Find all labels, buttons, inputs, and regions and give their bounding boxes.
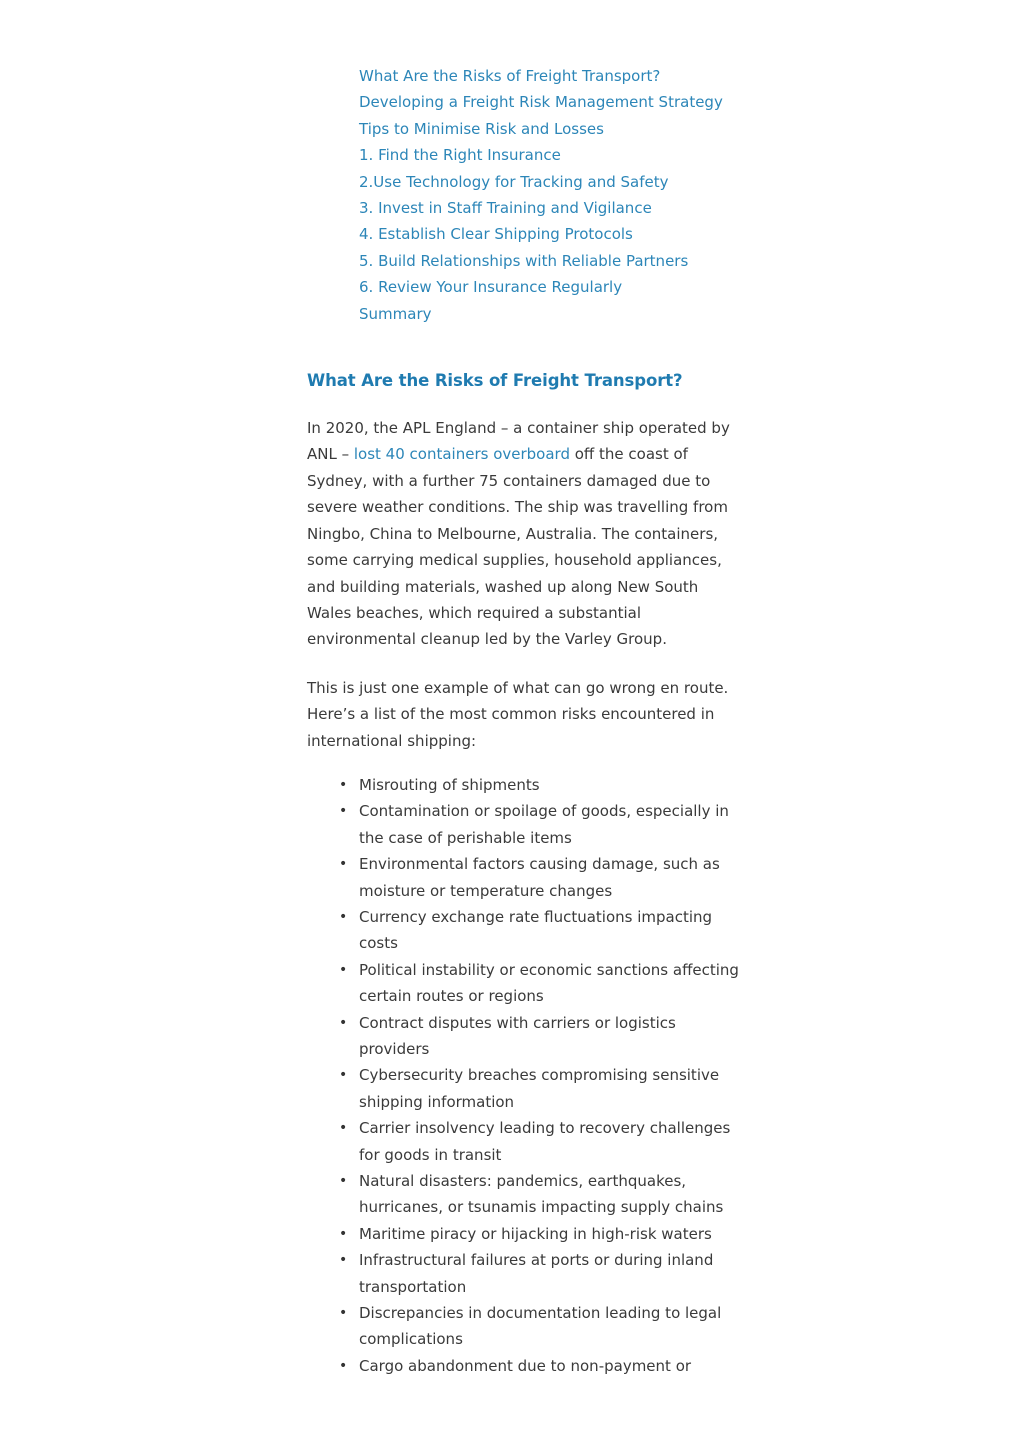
list-item-text: Cybersecurity breaches compromising sensitive shipping information bbox=[359, 1066, 720, 1111]
toc-link-summary[interactable]: Summary bbox=[359, 304, 432, 323]
list-item-text: Discrepancies in documentation leading to legal complications bbox=[359, 1304, 722, 1349]
toc-item bbox=[359, 248, 747, 274]
list-item-text: Environmental factors causing damage, such as moisture or temperature changes bbox=[359, 855, 720, 900]
bullet-icon: • bbox=[339, 1357, 348, 1374]
bullet-icon: • bbox=[339, 1067, 348, 1084]
list-item bbox=[339, 957, 747, 1010]
containers-overboard-link[interactable]: lost 40 containers overboard bbox=[353, 445, 570, 464]
list-item bbox=[339, 1247, 747, 1300]
risks-intro-paragraph: This is just one example of what can go wrong en route. Here’s a list of the most common risks encountered in international shipping: bbox=[307, 678, 729, 750]
bullet-icon: • bbox=[339, 1173, 348, 1190]
list-item-text: Infrastructural failures at ports or during inland transportation bbox=[359, 1251, 714, 1296]
toc-link-tips[interactable]: Tips to Minimise Risk and Losses bbox=[359, 119, 604, 138]
toc-link-protocols[interactable]: 4. Establish Clear Shipping Protocols bbox=[359, 225, 633, 244]
toc-link-insurance[interactable]: 1. Find the Right Insurance bbox=[359, 146, 561, 165]
toc-item bbox=[359, 142, 747, 168]
list-item-text: Misrouting of shipments bbox=[359, 775, 540, 794]
bullet-icon: • bbox=[339, 1252, 348, 1269]
toc-item bbox=[359, 195, 747, 221]
list-item-text: Contamination or spoilage of goods, especially in the case of perishable items bbox=[359, 802, 729, 847]
toc-item bbox=[359, 274, 747, 300]
list-item bbox=[339, 1353, 747, 1379]
bullet-icon: • bbox=[339, 803, 348, 820]
list-item-text: Carrier insolvency leading to recovery challenges for goods in transit bbox=[359, 1119, 731, 1164]
article-content bbox=[307, 63, 747, 1379]
toc-link-training[interactable]: 3. Invest in Staff Training and Vigilance bbox=[359, 199, 652, 218]
list-item-text: Natural disasters: pandemics, earthquakes, hurricanes, or tsunamis impacting supply chains bbox=[359, 1172, 724, 1217]
bullet-icon: • bbox=[339, 776, 348, 793]
toc-link-risks[interactable]: What Are the Risks of Freight Transport? bbox=[359, 67, 661, 85]
list-item-text: Political instability or economic sanctions affecting certain routes or regions bbox=[359, 960, 739, 1006]
bullet-icon: • bbox=[339, 856, 348, 873]
intro-text-end: off the coast of Sydney, with a further 75 containers damaged due to severe weather conditions. The ship was travelling from Ningbo, China to Melbourne, Australia. The containers, some carrying medical supplies, household appliances, and building materials, washed up along New South Wales beaches, which required a substantial environmental cleanup led by the Varley Group. bbox=[307, 445, 728, 649]
toc-item bbox=[359, 301, 747, 327]
list-item-text: Maritime piracy or hijacking in high-risk waters bbox=[359, 1224, 712, 1243]
list-item bbox=[339, 1168, 747, 1221]
toc-item bbox=[359, 89, 747, 115]
section-heading: What Are the Risks of Freight Transport? bbox=[307, 371, 683, 391]
list-item bbox=[339, 798, 747, 851]
table-of-contents bbox=[307, 63, 747, 327]
list-item bbox=[339, 1062, 747, 1115]
intro-paragraph bbox=[307, 415, 747, 653]
list-item-text: Cargo abandonment due to non-payment or bbox=[359, 1356, 692, 1375]
bullet-icon: • bbox=[339, 1305, 348, 1322]
toc-link-technology[interactable]: 2.Use Technology for Tracking and Safety bbox=[359, 172, 669, 191]
toc-link-review[interactable]: 6. Review Your Insurance Regularly bbox=[359, 278, 623, 297]
intro-text-start: In 2020, the APL England – a container ship operated by ANL – bbox=[307, 419, 730, 464]
bullet-icon: • bbox=[339, 1014, 348, 1031]
list-item bbox=[339, 1221, 747, 1247]
bullet-icon: • bbox=[339, 1225, 348, 1242]
toc-link-strategy[interactable]: Developing a Freight Risk Management Strategy bbox=[359, 93, 723, 112]
list-item bbox=[339, 904, 747, 957]
list-item bbox=[339, 1300, 747, 1353]
bullet-icon: • bbox=[339, 961, 348, 978]
toc-item bbox=[359, 169, 747, 195]
list-item bbox=[339, 772, 747, 798]
bullet-icon: • bbox=[339, 1120, 348, 1137]
bullet-icon: • bbox=[339, 908, 348, 925]
list-item bbox=[339, 851, 747, 904]
list-item bbox=[339, 1115, 747, 1168]
list-item-text: Contract disputes with carriers or logistics providers bbox=[359, 1013, 676, 1058]
risks-list bbox=[307, 772, 747, 1379]
toc-item bbox=[359, 116, 747, 142]
toc-link-partners[interactable]: 5. Build Relationships with Reliable Partners bbox=[359, 251, 689, 270]
toc-item bbox=[359, 221, 747, 247]
toc-item bbox=[359, 63, 747, 89]
list-item-text: Currency exchange rate fluctuations impacting costs bbox=[359, 907, 713, 953]
list-item bbox=[339, 1010, 747, 1063]
